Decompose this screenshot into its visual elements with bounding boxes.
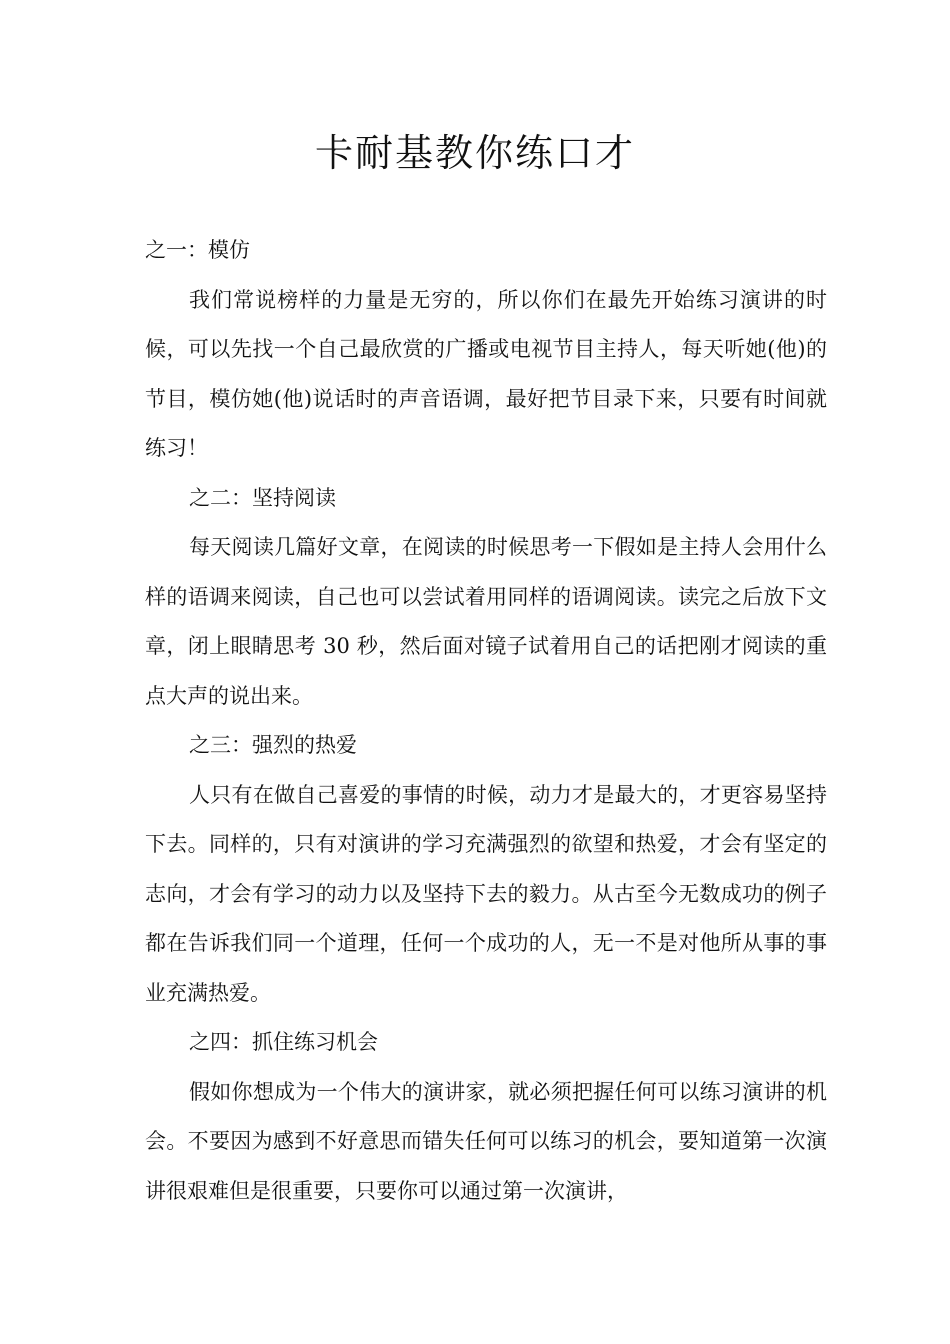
section-heading-practice: 之四：抓住练习机会 — [189, 1030, 378, 1054]
paragraph-imitation: 我们常说榜样的力量是无穷的，所以你们在最先开始练习演讲的时候，可以先找一个自己最欣赏的广播或电视节目主持人，每天听她(他)的节目，模仿她(他)说话时的声音语调，最好把节目录下来，只要有时间就练习！ — [145, 287, 827, 460]
section-heading-passion: 之三：强烈的热爱 — [189, 733, 357, 757]
document-title: 卡耐基教你练口才 — [314, 131, 635, 175]
section-heading-imitation: 之一：模仿 — [145, 238, 250, 262]
section-heading-reading: 之二：坚持阅读 — [189, 485, 336, 510]
document-body — [145, 226, 827, 1216]
paragraph-reading: 每天阅读几篇好文章，在阅读的时候思考一下假如是主持人会用什么样的语调来阅读，自己也可以尝试着用同样的语调阅读。读完之后放下文章，闭上眼睛思考 30 秒，然后面对镜子试着用自己的话把刚才阅读的重点大声的说出来。 — [145, 535, 827, 708]
paragraph-practice: 假如你想成为一个伟大的演讲家，就必须把握任何可以练习演讲的机会。不要因为感到不好意思而错失任何可以练习的机会，要知道第一次演讲很艰难但是很重要，只要你可以通过第一次演讲， — [145, 1079, 827, 1203]
paragraph-passion: 人只有在做自己喜爱的事情的时候，动力才是最大的，才更容易坚持下去。同样的，只有对演讲的学习充满强烈的欲望和热爱，才会有坚定的志向，才会有学习的动力以及坚持下去的毅力。从古至今无数成功的例子都在告诉我们同一个道理，任何一个成功的人，无一不是对他所从事的事业充满热爱。 — [145, 782, 827, 1005]
